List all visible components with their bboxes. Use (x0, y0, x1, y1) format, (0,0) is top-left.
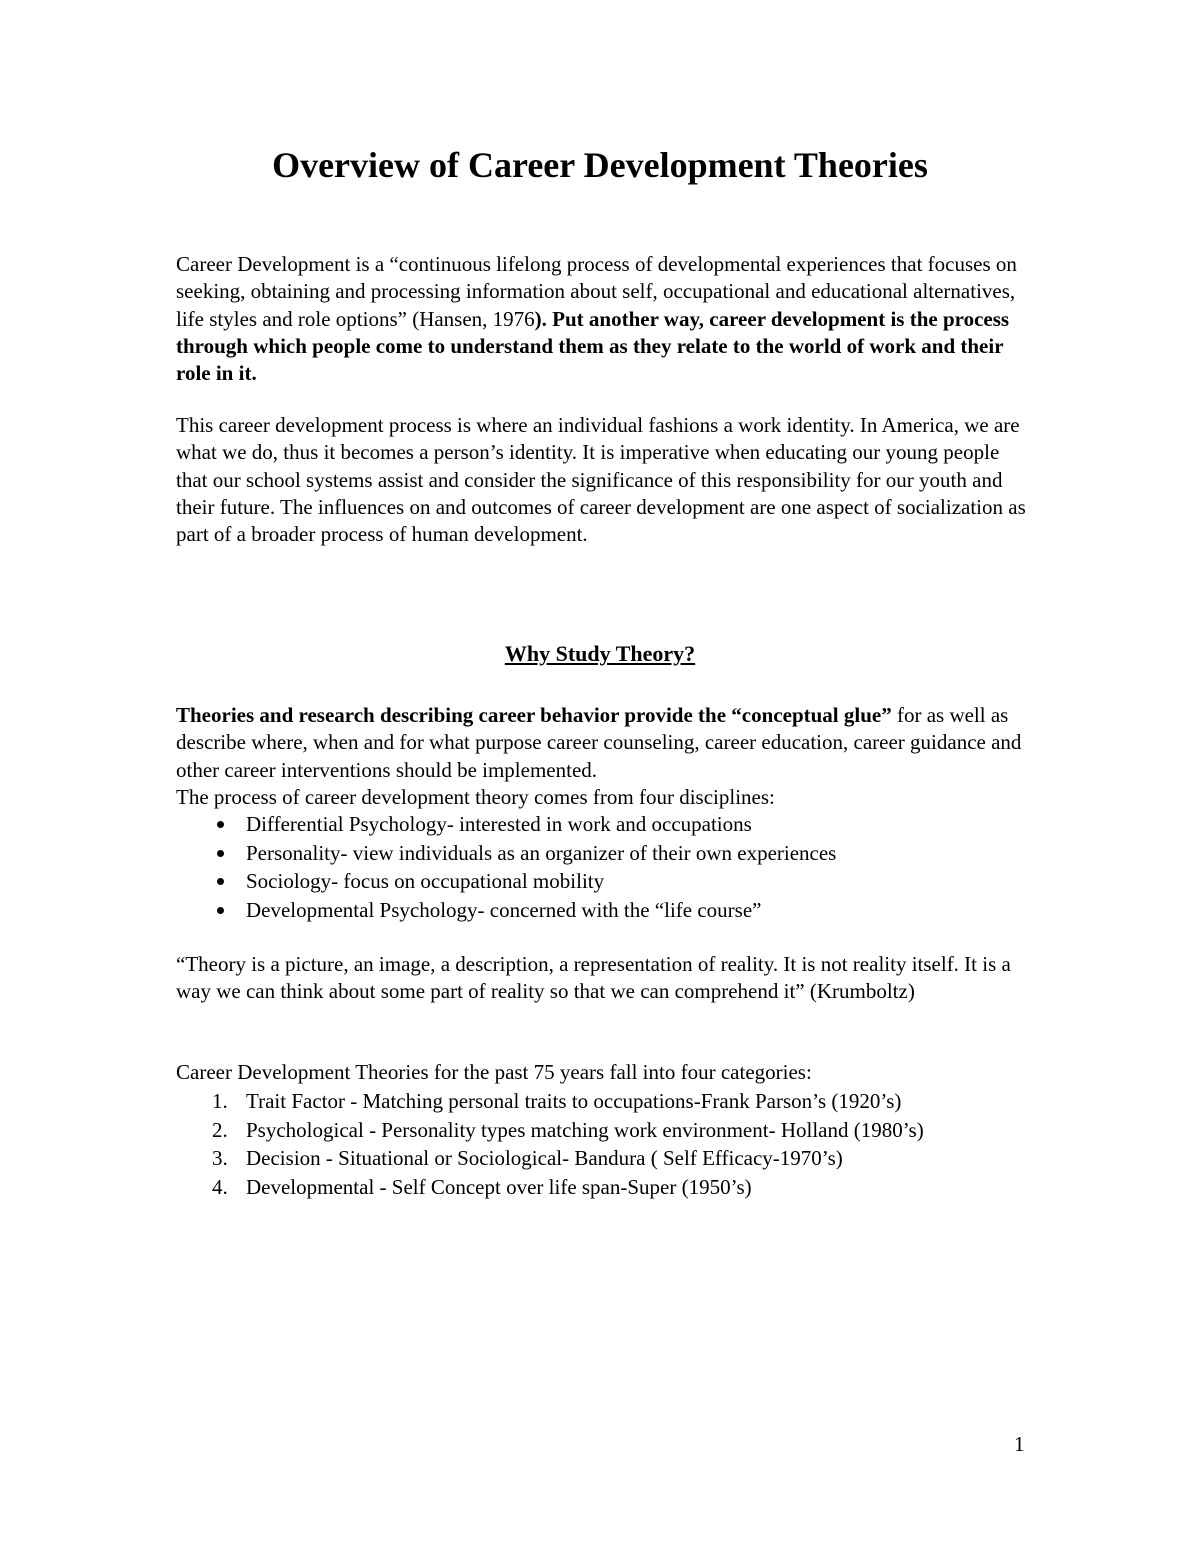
disciplines-list (176, 810, 1026, 924)
list-number: 3. (212, 1146, 228, 1171)
bullet-icon (217, 821, 224, 828)
category-text: Decision - Situational or Sociological- Bandura ( Self Efficacy-1970’s) (246, 1146, 843, 1171)
list-item (176, 839, 1026, 868)
bullet-icon (217, 878, 224, 885)
list-item (176, 1116, 1026, 1145)
list-item (176, 1173, 1026, 1202)
why-paragraph (176, 702, 1026, 811)
section-heading-why-study-theory: Why Study Theory? (504, 641, 696, 666)
intro-paragraph (176, 251, 1026, 387)
discipline-text: Developmental Psychology- concerned with the “life course” (246, 897, 762, 922)
document-page (176, 0, 1036, 1553)
disciplines-intro: The process of career development theory comes from four disciplines: (176, 784, 775, 809)
intro-bold-text: ). Put another way, career development is the process through which people come to understand them as they relate to the world of work and their role in it. (176, 306, 1010, 386)
document-title: Overview of Career Development Theories (272, 145, 928, 185)
category-text: Developmental - Self Concept over life span-Super (1950’s) (246, 1174, 752, 1199)
discipline-text: Personality- view individuals as an organizer of their own experiences (246, 840, 837, 865)
discipline-text: Sociology- focus on occupational mobility (246, 869, 605, 894)
list-item (176, 1144, 1026, 1173)
list-number: 2. (212, 1117, 228, 1142)
bullet-icon (217, 907, 224, 914)
list-item (176, 810, 1026, 839)
categories-list (176, 1087, 1026, 1201)
krumboltz-quote: “Theory is a picture, an image, a description, a representation of reality. It is not reality itself. It is a way we can think about some part of reality so that we can comprehend it” (Krumboltz) (176, 952, 1011, 1004)
list-item (176, 1087, 1026, 1116)
why-bold-lead: Theories and research describing career behavior provide the “conceptual glue” (176, 703, 892, 727)
bullet-icon (217, 850, 224, 857)
list-number: 4. (212, 1174, 228, 1199)
intro-text: Career Development is a “continuous lifelong process of developmental experiences that focuses on seeking, obtaining and processing information about self, occupational and educational alternatives, life styles and role options” (Hansen, 1976 (176, 252, 1017, 331)
why-continuation: for as well as describe where, when and for what purpose career counseling, career education, career guidance and other career interventions should be implemented. (176, 703, 1022, 782)
category-text: Psychological - Personality types matching work environment- Holland (1980’s) (246, 1117, 924, 1142)
list-number: 1. (212, 1089, 228, 1113)
list-item (176, 896, 1026, 925)
page-number: 1 (1014, 1432, 1025, 1456)
category-text: Trait Factor - Matching personal traits to occupations-Frank Parson’s (1920’s) (246, 1089, 902, 1113)
discipline-text: Differential Psychology- interested in work and occupations (246, 812, 752, 836)
categories-intro: Career Development Theories for the past 75 years fall into four categories: (176, 1060, 812, 1084)
list-item (176, 867, 1026, 896)
identity-paragraph: This career development process is where an individual fashions a work identity. In America, we are what we do, thus it becomes a person’s identity. It is imperative when educating our young people that our school systems assist and consider the significance of this responsibility for our youth and their future. The influences on and outcomes of career development are one aspect of socialization as part of a broader process of human development. (176, 413, 1026, 547)
